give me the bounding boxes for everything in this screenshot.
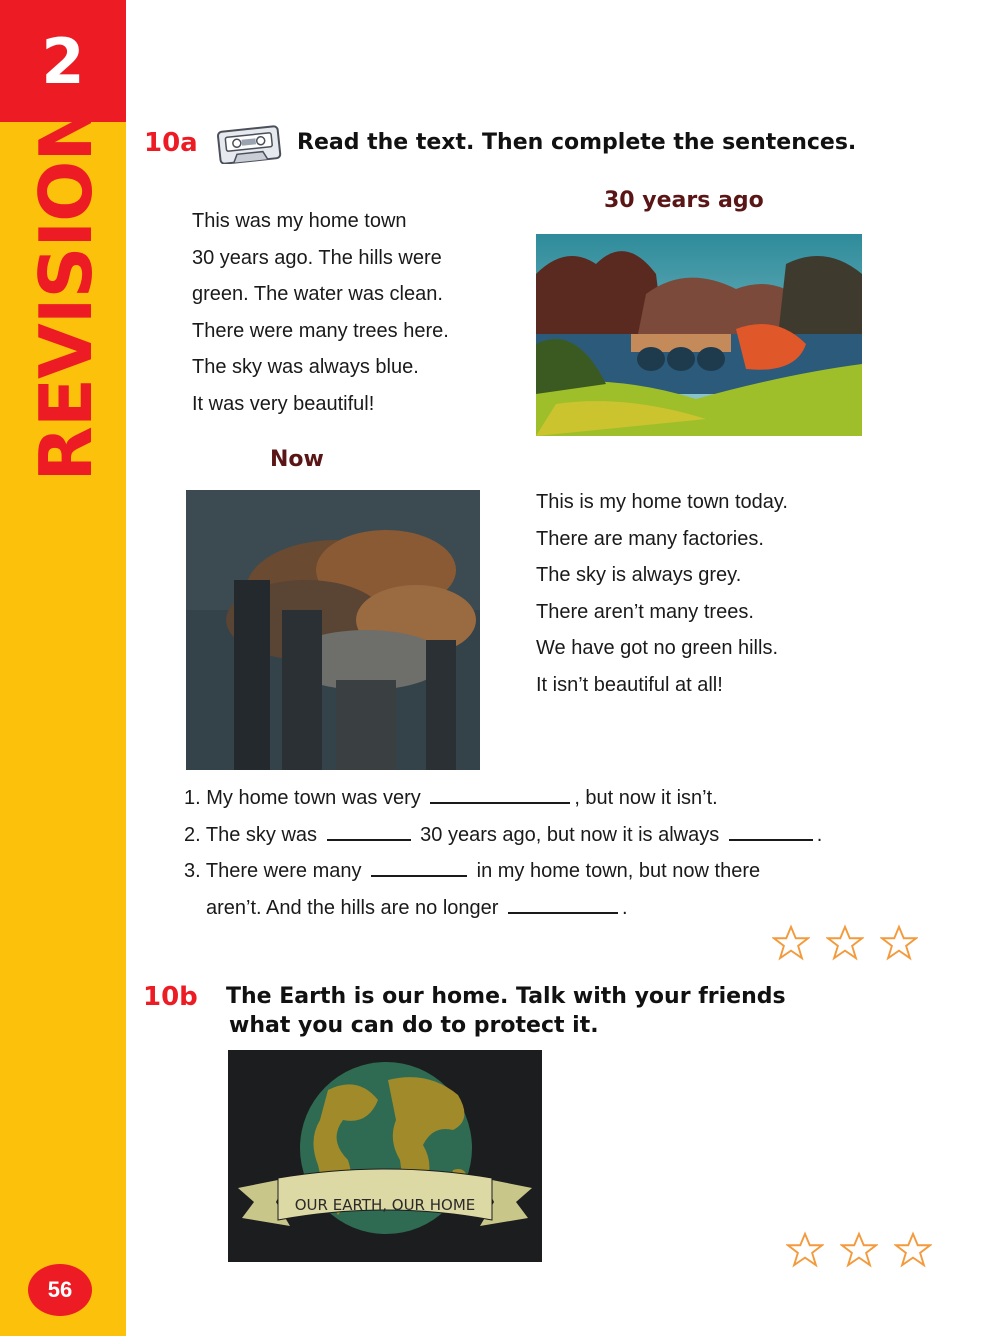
past-line: The sky was always blue. [192,356,419,379]
caption-now: Now [270,447,324,472]
sentence-3 [184,853,822,890]
instruction-10b-line1: The Earth is our home. Talk with your friends [226,984,786,1009]
answer-blank[interactable] [729,821,813,841]
past-line: 30 years ago. The hills were [192,246,442,269]
now-line: There aren’t many trees. [536,600,754,623]
star-icon[interactable] [894,1231,932,1269]
sentence-text: 1. My home town was very [184,787,421,809]
now-line: We have got no green hills. [536,637,779,660]
poster-text: OUR EARTH, OUR HOME [294,1196,476,1214]
unit-number: 2 [41,24,85,98]
section-label: REVISION [24,102,108,482]
star-icon[interactable] [826,924,864,962]
sentence-text: . [621,896,628,919]
caption-30-years-ago: 30 years ago [604,188,764,213]
instruction-10a: Read the text. Then complete the sentences. [297,130,857,155]
earth-poster [228,1050,542,1262]
sentence-text: , but now it isn’t. [574,787,718,809]
now-line: It isn’t beautiful at all! [536,673,723,696]
sentence-text: in my home town, but now there [476,860,761,883]
rating-stars-10a[interactable] [772,924,918,962]
now-line: There are many factories. [536,527,764,550]
sentence-text: 30 years ago, but now it is always [420,823,720,846]
completion-sentences [184,780,822,926]
sentence-3-continued [184,890,822,927]
sentence-1 [184,780,822,817]
page-number: 56 [28,1264,92,1316]
answer-blank[interactable] [371,857,467,877]
sentence-text: . [816,823,823,846]
landscape-photo [536,234,862,436]
cassette-tape-icon[interactable] [216,124,282,164]
answer-blank[interactable] [327,821,411,841]
factory-photo [186,490,480,770]
now-text [536,484,788,704]
exercise-number-10a: 10a [144,128,198,158]
answer-blank[interactable] [508,894,618,914]
past-line: There were many trees here. [192,319,449,342]
star-icon[interactable] [880,924,918,962]
now-line: This is my home town today. [536,491,788,513]
star-icon[interactable] [772,924,810,962]
sentence-2 [184,817,822,854]
exercise-number-10b: 10b [143,982,198,1012]
past-line: This was my home town [192,210,407,232]
star-icon[interactable] [840,1231,878,1269]
instruction-10b-line2: what you can do to protect it. [229,1013,599,1038]
answer-blank[interactable] [430,784,570,804]
sentence-text: 3. There were many [184,860,362,883]
past-line: green. The water was clean. [192,283,443,306]
past-line: It was very beautiful! [192,392,375,415]
rating-stars-10b[interactable] [786,1231,932,1269]
star-icon[interactable] [786,1231,824,1269]
sentence-text: aren’t. And the hills are no longer [206,896,499,919]
now-line: The sky is always grey. [536,564,742,587]
sentence-text: 2. The sky was [184,823,318,846]
past-text [192,203,449,423]
